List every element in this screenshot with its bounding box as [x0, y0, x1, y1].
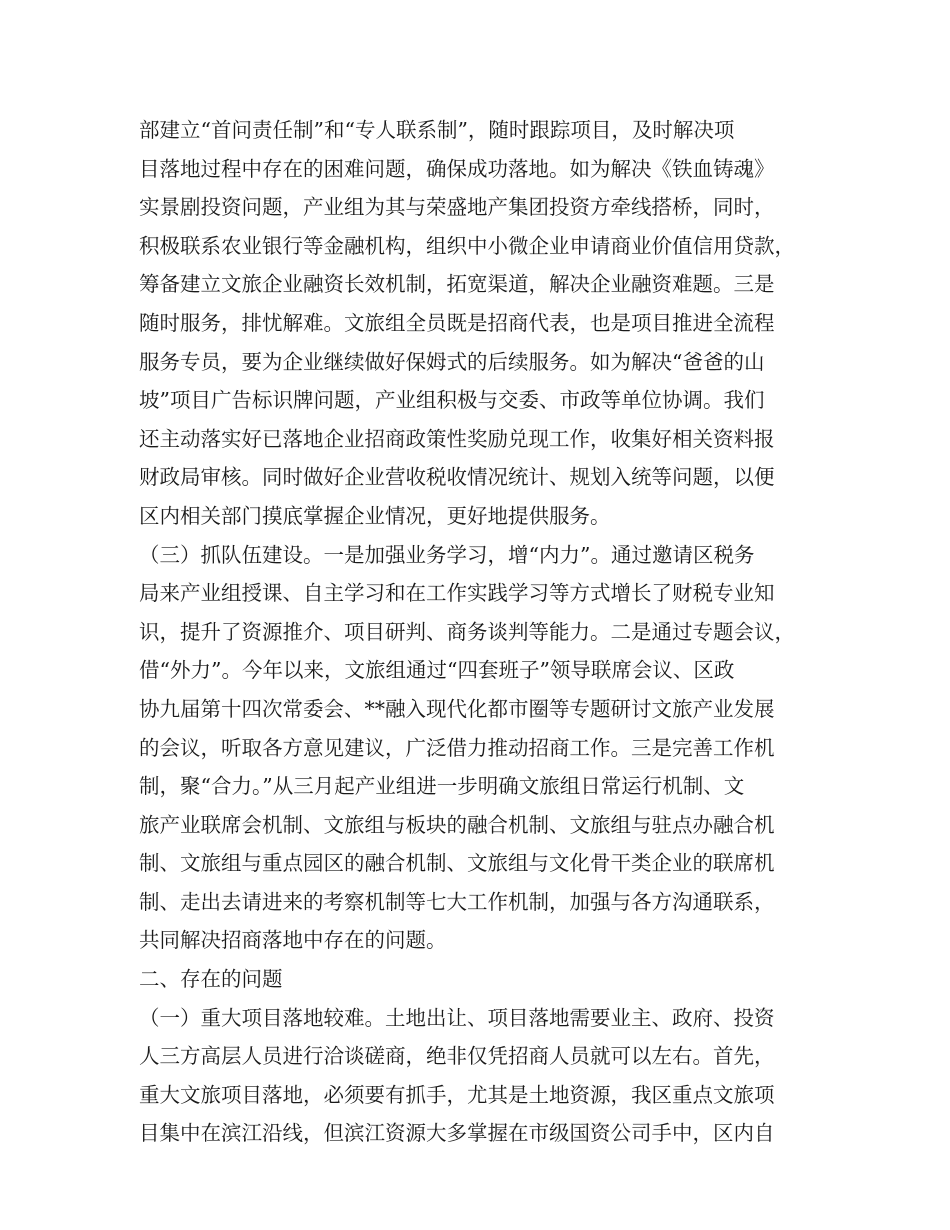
text-line: 服务专员，要为企业继续做好保姆式的后续服务。如为解决“爸爸的山 — [139, 349, 765, 374]
text-line: 积极联系农业银行等金融机构，组织中小微企业申请商业价值信用贷款， — [139, 233, 795, 258]
paragraph-heading-line: （三）抓队伍建设。一是加强业务学习，增“内力”。通过邀请区税务 — [139, 542, 755, 567]
text-line: 目集中在滨江沿线，但滨江资源大多掌握在市级国资公司手中，区内自 — [139, 1121, 775, 1146]
text-line: 坡”项目广告标识牌问题，产业组积极与交委、市政等单位协调。我们 — [139, 388, 765, 413]
text-line: 目落地过程中存在的困难问题，确保成功落地。如为解决《铁血铸魂》 — [139, 156, 775, 181]
text-line: 共同解决招商落地中存在的问题。 — [139, 928, 447, 953]
text-line: 实景剧投资问题，产业组为其与荣盛地产集团投资方牵线搭桥，同时， — [139, 195, 775, 220]
text-line: 制，聚“合力。”从三月起产业组进一步明确文旅组日常运行机制、文 — [139, 774, 745, 799]
text-line: 筹备建立文旅企业融资长效机制，拓宽渠道，解决企业融资难题。三是 — [139, 272, 775, 297]
text-line: 协九届第十四次常委会、**融入现代化都市圈等专题研讨文旅产业发展 — [139, 696, 775, 721]
text-line: 部建立“首问责任制”和“专人联系制”，随时跟踪项目，及时解决项 — [139, 118, 735, 142]
text-line: 旅产业联席会机制、文旅组与板块的融合机制、文旅组与驻点办融合机 — [139, 812, 775, 837]
text-line: 财政局审核。同时做好企业营收税收情况统计、规划入统等问题，以便 — [139, 465, 775, 490]
section-heading: 二、存在的问题 — [139, 967, 283, 992]
text-line: 局来产业组授课、自主学习和在工作实践学习等方式增长了财税专业知 — [139, 581, 775, 606]
text-line: 重大文旅项目落地，必须要有抓手，尤其是土地资源，我区重点文旅项 — [139, 1082, 775, 1107]
text-line: 制、走出去请进来的考察机制等七大工作机制，加强与各方沟通联系， — [139, 889, 775, 914]
body-text — [139, 111, 829, 1153]
text-line: 区内相关部门摸底掌握企业情况，更好地提供服务。 — [139, 503, 611, 528]
text-line: 人三方高层人员进行洽谈磋商，绝非仅凭招商人员就可以左右。首先， — [139, 1044, 775, 1069]
text-line: 的会议，听取各方意见建议，广泛借力推动招商工作。三是完善工作机 — [139, 735, 775, 760]
text-line: 还主动落实好已落地企业招商政策性奖励兑现工作，收集好相关资料报 — [139, 426, 775, 451]
text-line: 随时服务，排忧解难。文旅组全员既是招商代表，也是项目推进全流程 — [139, 310, 775, 335]
paragraph-heading-line: （一）重大项目落地较难。土地出让、项目落地需要业主、政府、投资 — [139, 1005, 775, 1030]
text-line: 借“外力”。今年以来，文旅组通过“四套班子”领导联席会议、区政 — [139, 658, 735, 683]
text-line: 识，提升了资源推介、项目研判、商务谈判等能力。二是通过专题会议， — [139, 619, 795, 644]
text-line: 制、文旅组与重点园区的融合机制、文旅组与文化骨干类企业的联席机 — [139, 851, 775, 876]
